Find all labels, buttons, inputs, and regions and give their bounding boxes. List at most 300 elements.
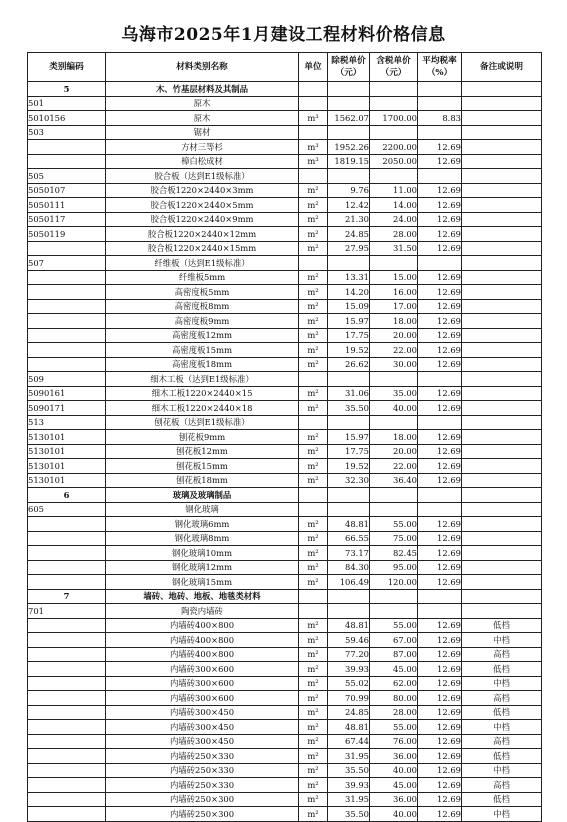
cell-unit (299, 96, 328, 111)
table-header-row (28, 53, 542, 82)
cell-tax-rate: 12.69 (418, 299, 462, 314)
cell-code (28, 140, 106, 155)
column-header-price-incl-tax: 含税单价（元） (370, 53, 418, 82)
cell-code (28, 314, 106, 329)
cell-price-excl-tax: 14.20 (328, 285, 370, 300)
cell-tax-rate (418, 125, 462, 140)
cell-note (462, 589, 542, 604)
cell-note: 低档 (462, 705, 542, 720)
cell-code (28, 633, 106, 648)
cell-name: 墙砖、地砖、地板、地毯类材料 (106, 589, 299, 604)
cell-price-excl-tax (328, 415, 370, 430)
cell-price-excl-tax: 1562.07 (328, 111, 370, 126)
cell-code: 5050117 (28, 212, 106, 227)
cell-code (28, 299, 106, 314)
cell-note (462, 96, 542, 111)
cell-tax-rate: 12.69 (418, 314, 462, 329)
cell-code: 701 (28, 604, 106, 619)
cell-note (462, 372, 542, 387)
cell-price-excl-tax (328, 604, 370, 619)
cell-code: 5010156 (28, 111, 106, 126)
cell-name: 方材三等杉 (106, 140, 299, 155)
cell-note: 高档 (462, 734, 542, 749)
cell-code (28, 807, 106, 822)
cell-price-excl-tax: 31.95 (328, 749, 370, 764)
cell-code (28, 343, 106, 358)
cell-note (462, 125, 542, 140)
cell-price-incl-tax: 14.00 (370, 198, 418, 213)
cell-code: 7 (28, 589, 106, 604)
cell-unit: m² (299, 749, 328, 764)
cell-unit (299, 125, 328, 140)
cell-note (462, 299, 542, 314)
cell-code (28, 662, 106, 677)
cell-code (28, 720, 106, 735)
cell-unit: m² (299, 807, 328, 822)
cell-price-incl-tax: 45.00 (370, 778, 418, 793)
cell-tax-rate: 12.69 (418, 140, 462, 155)
cell-unit: m³ (299, 140, 328, 155)
cell-note (462, 314, 542, 329)
cell-tax-rate: 12.69 (418, 778, 462, 793)
cell-unit: m² (299, 343, 328, 358)
cell-price-excl-tax: 59.46 (328, 633, 370, 648)
cell-tax-rate: 12.69 (418, 386, 462, 401)
cell-price-excl-tax: 48.81 (328, 517, 370, 532)
cell-unit: m² (299, 357, 328, 372)
cell-note (462, 198, 542, 213)
cell-note (462, 227, 542, 242)
cell-unit: m² (299, 647, 328, 662)
cell-name: 原木 (106, 111, 299, 126)
cell-name: 钢化玻璃6mm (106, 517, 299, 532)
cell-name: 细木工板（达到E1级标准） (106, 372, 299, 387)
cell-code (28, 531, 106, 546)
cell-note: 低档 (462, 618, 542, 633)
cell-tax-rate: 12.69 (418, 560, 462, 575)
cell-price-excl-tax (328, 589, 370, 604)
cell-tax-rate: 12.69 (418, 270, 462, 285)
cell-unit: m² (299, 212, 328, 227)
subcategory-row (28, 125, 542, 140)
cell-code (28, 705, 106, 720)
cell-unit: m² (299, 198, 328, 213)
subcategory-row (28, 372, 542, 387)
cell-tax-rate: 12.69 (418, 444, 462, 459)
cell-code: 5090171 (28, 401, 106, 416)
cell-name: 刨花板（达到E1级标准） (106, 415, 299, 430)
cell-price-incl-tax: 2200.00 (370, 140, 418, 155)
cell-name: 细木工板1220×2440×18 (106, 401, 299, 416)
cell-note (462, 140, 542, 155)
cell-name: 高密度板12mm (106, 328, 299, 343)
cell-code (28, 691, 106, 706)
cell-code (28, 618, 106, 633)
cell-price-excl-tax: 77.20 (328, 647, 370, 662)
cell-note (462, 560, 542, 575)
cell-price-excl-tax: 106.49 (328, 575, 370, 590)
cell-name: 内墙砖250×330 (106, 778, 299, 793)
table-row (28, 647, 542, 662)
cell-price-excl-tax: 39.93 (328, 662, 370, 677)
cell-price-excl-tax: 32.30 (328, 473, 370, 488)
cell-price-incl-tax: 76.00 (370, 734, 418, 749)
cell-price-incl-tax (370, 604, 418, 619)
table-row (28, 720, 542, 735)
cell-code: 605 (28, 502, 106, 517)
cell-price-incl-tax (370, 82, 418, 97)
cell-price-excl-tax: 48.81 (328, 720, 370, 735)
cell-price-excl-tax: 73.17 (328, 546, 370, 561)
category-row (28, 589, 542, 604)
table-row (28, 241, 542, 256)
table-row (28, 430, 542, 445)
cell-price-excl-tax: 12.42 (328, 198, 370, 213)
cell-tax-rate: 12.69 (418, 357, 462, 372)
cell-price-incl-tax: 18.00 (370, 314, 418, 329)
table-body (28, 82, 542, 822)
cell-price-excl-tax: 39.93 (328, 778, 370, 793)
cell-price-excl-tax: 31.95 (328, 792, 370, 807)
cell-price-incl-tax (370, 96, 418, 111)
cell-code: 503 (28, 125, 106, 140)
cell-name: 内墙砖250×300 (106, 807, 299, 822)
cell-note (462, 82, 542, 97)
cell-price-incl-tax: 1700.00 (370, 111, 418, 126)
cell-price-incl-tax: 24.00 (370, 212, 418, 227)
cell-price-incl-tax: 31.50 (370, 241, 418, 256)
table-row (28, 285, 542, 300)
cell-note (462, 517, 542, 532)
cell-name: 内墙砖300×450 (106, 705, 299, 720)
cell-note (462, 488, 542, 503)
cell-code: 5050119 (28, 227, 106, 242)
cell-tax-rate (418, 169, 462, 184)
cell-price-incl-tax: 36.00 (370, 749, 418, 764)
cell-note: 高档 (462, 647, 542, 662)
cell-name: 细木工板1220×2440×15 (106, 386, 299, 401)
cell-note (462, 183, 542, 198)
cell-tax-rate: 12.69 (418, 720, 462, 735)
subcategory-row (28, 604, 542, 619)
cell-tax-rate: 8.83 (418, 111, 462, 126)
category-row (28, 488, 542, 503)
cell-unit: m² (299, 459, 328, 474)
cell-code (28, 517, 106, 532)
cell-unit: m² (299, 270, 328, 285)
table-row (28, 386, 542, 401)
subcategory-row (28, 169, 542, 184)
cell-note (462, 444, 542, 459)
cell-unit: m² (299, 285, 328, 300)
cell-price-incl-tax: 40.00 (370, 401, 418, 416)
cell-tax-rate: 12.69 (418, 763, 462, 778)
cell-name: 内墙砖400×800 (106, 647, 299, 662)
cell-name: 陶瓷内墙砖 (106, 604, 299, 619)
cell-price-excl-tax: 1819.15 (328, 154, 370, 169)
cell-code (28, 241, 106, 256)
cell-note (462, 256, 542, 271)
table-row (28, 792, 542, 807)
cell-code (28, 285, 106, 300)
cell-unit (299, 372, 328, 387)
cell-unit: m² (299, 705, 328, 720)
cell-price-excl-tax: 9.76 (328, 183, 370, 198)
cell-name: 钢化玻璃8mm (106, 531, 299, 546)
cell-note (462, 270, 542, 285)
cell-unit: m² (299, 778, 328, 793)
cell-name: 内墙砖300×450 (106, 720, 299, 735)
cell-note: 中档 (462, 676, 542, 691)
cell-unit: m² (299, 662, 328, 677)
cell-note: 中档 (462, 807, 542, 822)
cell-unit: m² (299, 531, 328, 546)
cell-note (462, 502, 542, 517)
cell-unit: m² (299, 241, 328, 256)
table-row (28, 575, 542, 590)
cell-name: 刨花板18mm (106, 473, 299, 488)
cell-note: 中档 (462, 763, 542, 778)
cell-unit: m² (299, 227, 328, 242)
cell-price-incl-tax (370, 502, 418, 517)
cell-unit (299, 415, 328, 430)
cell-unit: m² (299, 430, 328, 445)
table-row (28, 517, 542, 532)
cell-unit: m² (299, 633, 328, 648)
table-row (28, 560, 542, 575)
cell-price-excl-tax: 17.75 (328, 328, 370, 343)
cell-name: 内墙砖250×330 (106, 763, 299, 778)
cell-price-excl-tax (328, 96, 370, 111)
cell-name: 胶合板1220×2440×15mm (106, 241, 299, 256)
cell-note (462, 401, 542, 416)
cell-name: 内墙砖400×800 (106, 633, 299, 648)
cell-name: 内墙砖250×300 (106, 792, 299, 807)
table-row (28, 328, 542, 343)
cell-name: 纤维板5mm (106, 270, 299, 285)
cell-code (28, 357, 106, 372)
cell-name: 刨花板15mm (106, 459, 299, 474)
cell-unit: m² (299, 792, 328, 807)
cell-tax-rate: 12.69 (418, 517, 462, 532)
cell-tax-rate: 12.69 (418, 227, 462, 242)
cell-price-excl-tax: 66.55 (328, 531, 370, 546)
cell-code: 501 (28, 96, 106, 111)
cell-note (462, 604, 542, 619)
cell-name: 高密度板8mm (106, 299, 299, 314)
cell-note (462, 285, 542, 300)
cell-price-excl-tax: 26.62 (328, 357, 370, 372)
cell-price-incl-tax: 22.00 (370, 343, 418, 358)
subcategory-row (28, 415, 542, 430)
cell-price-incl-tax: 55.00 (370, 618, 418, 633)
category-row (28, 82, 542, 97)
cell-tax-rate: 12.69 (418, 633, 462, 648)
table-row (28, 183, 542, 198)
cell-price-excl-tax: 67.44 (328, 734, 370, 749)
subcategory-row (28, 256, 542, 271)
cell-price-excl-tax: 31.06 (328, 386, 370, 401)
cell-tax-rate: 12.69 (418, 792, 462, 807)
cell-code (28, 763, 106, 778)
cell-name: 钢化玻璃 (106, 502, 299, 517)
column-header-unit: 单位 (299, 53, 328, 82)
cell-name: 内墙砖250×330 (106, 749, 299, 764)
table-row (28, 154, 542, 169)
column-header-notes: 备注或说明 (462, 53, 542, 82)
cell-unit (299, 604, 328, 619)
cell-price-incl-tax: 87.00 (370, 647, 418, 662)
cell-unit (299, 488, 328, 503)
cell-tax-rate: 12.69 (418, 807, 462, 822)
cell-tax-rate: 12.69 (418, 343, 462, 358)
cell-tax-rate: 12.69 (418, 662, 462, 677)
cell-tax-rate: 12.69 (418, 183, 462, 198)
cell-unit: m² (299, 314, 328, 329)
cell-tax-rate (418, 502, 462, 517)
cell-code: 5050111 (28, 198, 106, 213)
cell-tax-rate (418, 589, 462, 604)
cell-price-incl-tax: 22.00 (370, 459, 418, 474)
cell-code (28, 792, 106, 807)
cell-price-excl-tax: 55.02 (328, 676, 370, 691)
cell-price-incl-tax: 17.00 (370, 299, 418, 314)
cell-code (28, 778, 106, 793)
cell-note (462, 328, 542, 343)
cell-price-incl-tax: 28.00 (370, 227, 418, 242)
cell-name: 内墙砖300×450 (106, 734, 299, 749)
cell-tax-rate: 12.69 (418, 241, 462, 256)
table-row (28, 299, 542, 314)
cell-tax-rate (418, 82, 462, 97)
cell-price-excl-tax (328, 82, 370, 97)
cell-name: 玻璃及玻璃制品 (106, 488, 299, 503)
cell-price-incl-tax: 40.00 (370, 763, 418, 778)
table-row (28, 459, 542, 474)
cell-price-incl-tax: 36.40 (370, 473, 418, 488)
cell-price-incl-tax: 2050.00 (370, 154, 418, 169)
subcategory-row (28, 96, 542, 111)
cell-code (28, 575, 106, 590)
cell-price-incl-tax: 120.00 (370, 575, 418, 590)
table-row (28, 763, 542, 778)
cell-unit: m² (299, 575, 328, 590)
cell-name: 木、竹基层材料及其制品 (106, 82, 299, 97)
cell-note: 中档 (462, 633, 542, 648)
page-title: 乌海市2025年1月建设工程材料价格信息 (121, 25, 446, 45)
cell-unit: m² (299, 473, 328, 488)
cell-price-incl-tax (370, 589, 418, 604)
cell-price-incl-tax (370, 256, 418, 271)
table-row (28, 270, 542, 285)
cell-price-excl-tax: 35.50 (328, 807, 370, 822)
cell-price-incl-tax (370, 372, 418, 387)
table-row (28, 314, 542, 329)
cell-price-excl-tax: 84.30 (328, 560, 370, 575)
table-row (28, 357, 542, 372)
cell-tax-rate: 12.69 (418, 734, 462, 749)
cell-price-incl-tax: 67.00 (370, 633, 418, 648)
cell-name: 胶合板1220×2440×5mm (106, 198, 299, 213)
cell-code (28, 546, 106, 561)
cell-note (462, 111, 542, 126)
cell-price-incl-tax: 35.00 (370, 386, 418, 401)
cell-unit: m² (299, 183, 328, 198)
cell-name: 高密度板15mm (106, 343, 299, 358)
cell-code (28, 749, 106, 764)
cell-code: 505 (28, 169, 106, 184)
cell-note: 高档 (462, 778, 542, 793)
cell-tax-rate (418, 256, 462, 271)
cell-tax-rate: 12.69 (418, 328, 462, 343)
cell-unit: m² (299, 720, 328, 735)
cell-tax-rate: 12.69 (418, 647, 462, 662)
cell-note (462, 169, 542, 184)
cell-unit: m² (299, 444, 328, 459)
cell-name: 钢化玻璃12mm (106, 560, 299, 575)
cell-unit: m² (299, 517, 328, 532)
cell-price-incl-tax: 15.00 (370, 270, 418, 285)
column-header-tax-rate: 平均税率（%） (418, 53, 462, 82)
cell-name: 刨花板9mm (106, 430, 299, 445)
cell-price-excl-tax (328, 488, 370, 503)
cell-price-excl-tax: 19.52 (328, 343, 370, 358)
cell-price-excl-tax: 15.09 (328, 299, 370, 314)
cell-price-excl-tax (328, 125, 370, 140)
cell-unit: m² (299, 763, 328, 778)
table-row (28, 676, 542, 691)
cell-price-incl-tax: 11.00 (370, 183, 418, 198)
cell-price-excl-tax (328, 502, 370, 517)
cell-unit (299, 169, 328, 184)
cell-unit (299, 82, 328, 97)
cell-unit: m² (299, 691, 328, 706)
cell-price-incl-tax: 55.00 (370, 517, 418, 532)
cell-name: 胶合板1220×2440×9mm (106, 212, 299, 227)
cell-tax-rate: 12.69 (418, 212, 462, 227)
cell-note (462, 357, 542, 372)
cell-unit (299, 589, 328, 604)
cell-unit: m² (299, 546, 328, 561)
cell-note (462, 386, 542, 401)
cell-price-incl-tax: 55.00 (370, 720, 418, 735)
cell-price-incl-tax: 30.00 (370, 357, 418, 372)
cell-tax-rate: 12.69 (418, 430, 462, 445)
cell-price-excl-tax: 27.95 (328, 241, 370, 256)
cell-unit (299, 502, 328, 517)
cell-price-incl-tax: 16.00 (370, 285, 418, 300)
cell-code (28, 676, 106, 691)
cell-price-incl-tax: 28.00 (370, 705, 418, 720)
cell-tax-rate: 12.69 (418, 749, 462, 764)
cell-tax-rate (418, 372, 462, 387)
cell-code (28, 154, 106, 169)
cell-unit: m² (299, 618, 328, 633)
cell-tax-rate: 12.69 (418, 531, 462, 546)
cell-unit: m² (299, 734, 328, 749)
cell-name: 内墙砖300×600 (106, 676, 299, 691)
cell-price-incl-tax: 82.45 (370, 546, 418, 561)
cell-unit: m² (299, 299, 328, 314)
cell-note (462, 459, 542, 474)
cell-tax-rate (418, 488, 462, 503)
table-row (28, 778, 542, 793)
table-row (28, 343, 542, 358)
cell-price-incl-tax: 18.00 (370, 430, 418, 445)
cell-tax-rate: 12.69 (418, 691, 462, 706)
cell-price-excl-tax: 35.50 (328, 401, 370, 416)
table-row (28, 546, 542, 561)
